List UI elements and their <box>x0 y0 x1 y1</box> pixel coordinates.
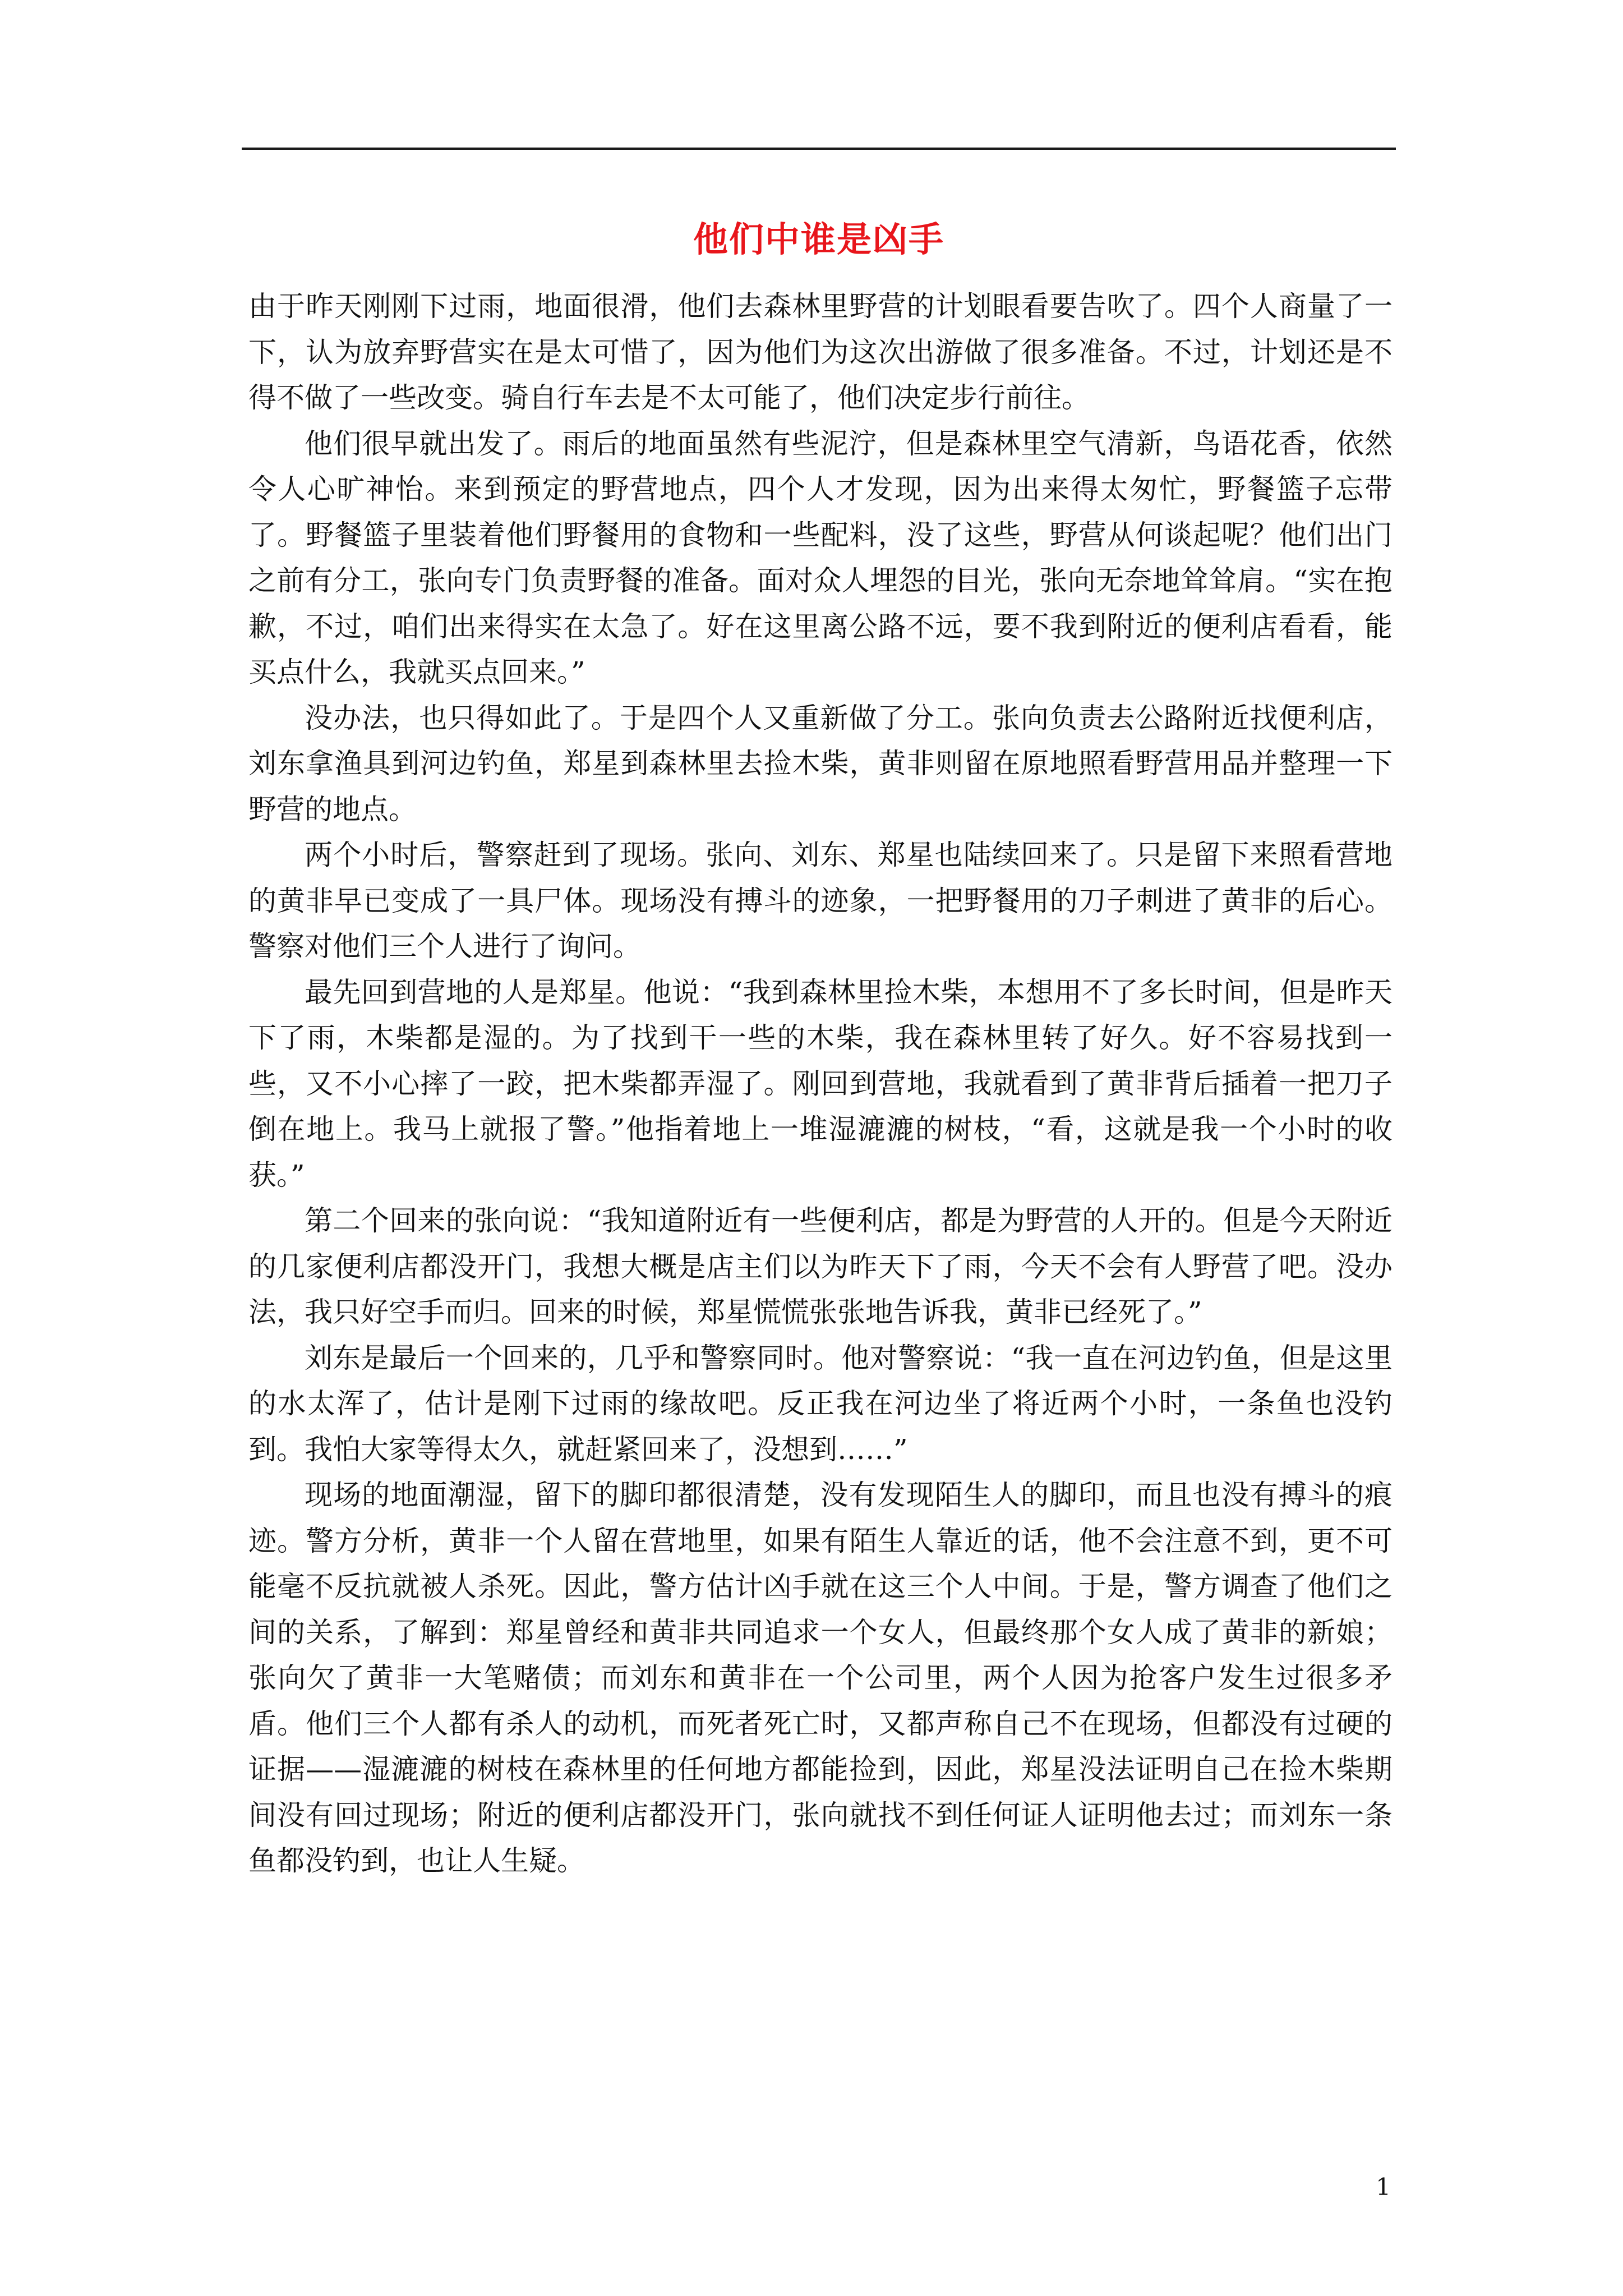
paragraph-4: 两个小时后，警察赶到了现场。张向、刘东、郑星也陆续回来了。只是留下来照看营地的黄非早已变成了一具尸体。现场没有搏斗的迹象，一把野餐用的刀子刺进了黄非的后心。警察对他们三个人进行了询问。 <box>248 839 1393 963</box>
document-title: 他们中谁是凶手 <box>693 219 944 260</box>
paragraph-8: 现场的地面潮湿，留下的脚印都很清楚，没有发现陌生人的脚印，而且也没有搏斗的痕迹。警方分析，黄非一个人留在营地里，如果有陌生人靠近的话，他不会注意不到，更不可能毫不反抗就被人杀死。因此，警方估计凶手就在这三个人中间。于是，警方调查了他们之间的关系，了解到：郑星曾经和黄非共同追求一个女人，但最终那个女人成了黄非的新娘；张向欠了黄非一大笔赌债；而刘东和黄非在一个公司里，两个人因为抢客户发生过很多矛盾。他们三个人都有杀人的动机，而死者死亡时，又都声称自己不在现场，但都没有过硬的证据——湿漉漉的树枝在森林里的任何地方都能捡到，因此，郑星没法证明自己在捡木柴期间没有回过现场；附近的便利店都没开门，张向就找不到任何证人证明他去过；而刘东一条鱼都没钓到，也让人生疑。 <box>248 1479 1393 1877</box>
paragraph-2: 他们很早就出发了。雨后的地面虽然有些泥泞，但是森林里空气清新，鸟语花香，依然令人心旷神怡。来到预定的野营地点，四个人才发现，因为出来得太匆忙，野餐篮子忘带了。野餐篮子里装着他们野餐用的食物和一些配料，没了这些，野营从何谈起呢？他们出门之前有分工，张向专门负责野餐的准备。面对众人埋怨的目光，张向无奈地耸耸肩。“实在抱歉，不过，咱们出来得实在太急了。好在这里离公路不远，要不我到附近的便利店看看，能买点什么，我就买点回来。” <box>248 427 1393 688</box>
paragraph-3: 没办法，也只得如此了。于是四个人又重新做了分工。张向负责去公路附近找便利店，刘东拿渔具到河边钓鱼，郑星到森林里去捡木柴，黄非则留在原地照看野营用品并整理一下野营的地点。 <box>248 701 1393 826</box>
header-rule <box>242 148 1396 150</box>
page-number: 1 <box>1376 2173 1391 2201</box>
paragraph-1: 由于昨天刚刚下过雨，地面很滑，他们去森林里野营的计划眼看要告吹了。四个人商量了一下，认为放弃野营实在是太可惜了，因为他们为这次出游做了很多准备。不过，计划还是不得不做了一些改变。骑自行车去是不太可能了，他们决定步行前往。 <box>248 290 1393 414</box>
document-body <box>248 284 1393 1884</box>
paragraph-6: 第二个回来的张向说：“我知道附近有一些便利店，都是为野营的人开的。但是今天附近的几家便利店都没开门，我想大概是店主们以为昨天下了雨，今天不会有人野营了吧。没办法，我只好空手而归。回来的时候，郑星慌慌张张地告诉我，黄非已经死了。” <box>248 1204 1393 1328</box>
paragraph-5: 最先回到营地的人是郑星。他说：“我到森林里捡木柴，本想用不了多长时间，但是昨天下了雨，木柴都是湿的。为了找到干一些的木柴，我在森林里转了好久。好不容易找到一些，又不小心摔了一跤，把木柴都弄湿了。刚回到营地，我就看到了黄非背后插着一把刀子倒在地上。我马上就报了警。”他指着地上一堆湿漉漉的树枝，“看，这就是我一个小时的收获。” <box>248 976 1393 1191</box>
paragraph-7: 刘东是最后一个回来的，几乎和警察同时。他对警察说：“我一直在河边钓鱼，但是这里的水太浑了，估计是刚下过雨的缘故吧。反正我在河边坐了将近两个小时，一条鱼也没钓到。我怕大家等得太久，就赶紧回来了，没想到……” <box>248 1341 1393 1466</box>
